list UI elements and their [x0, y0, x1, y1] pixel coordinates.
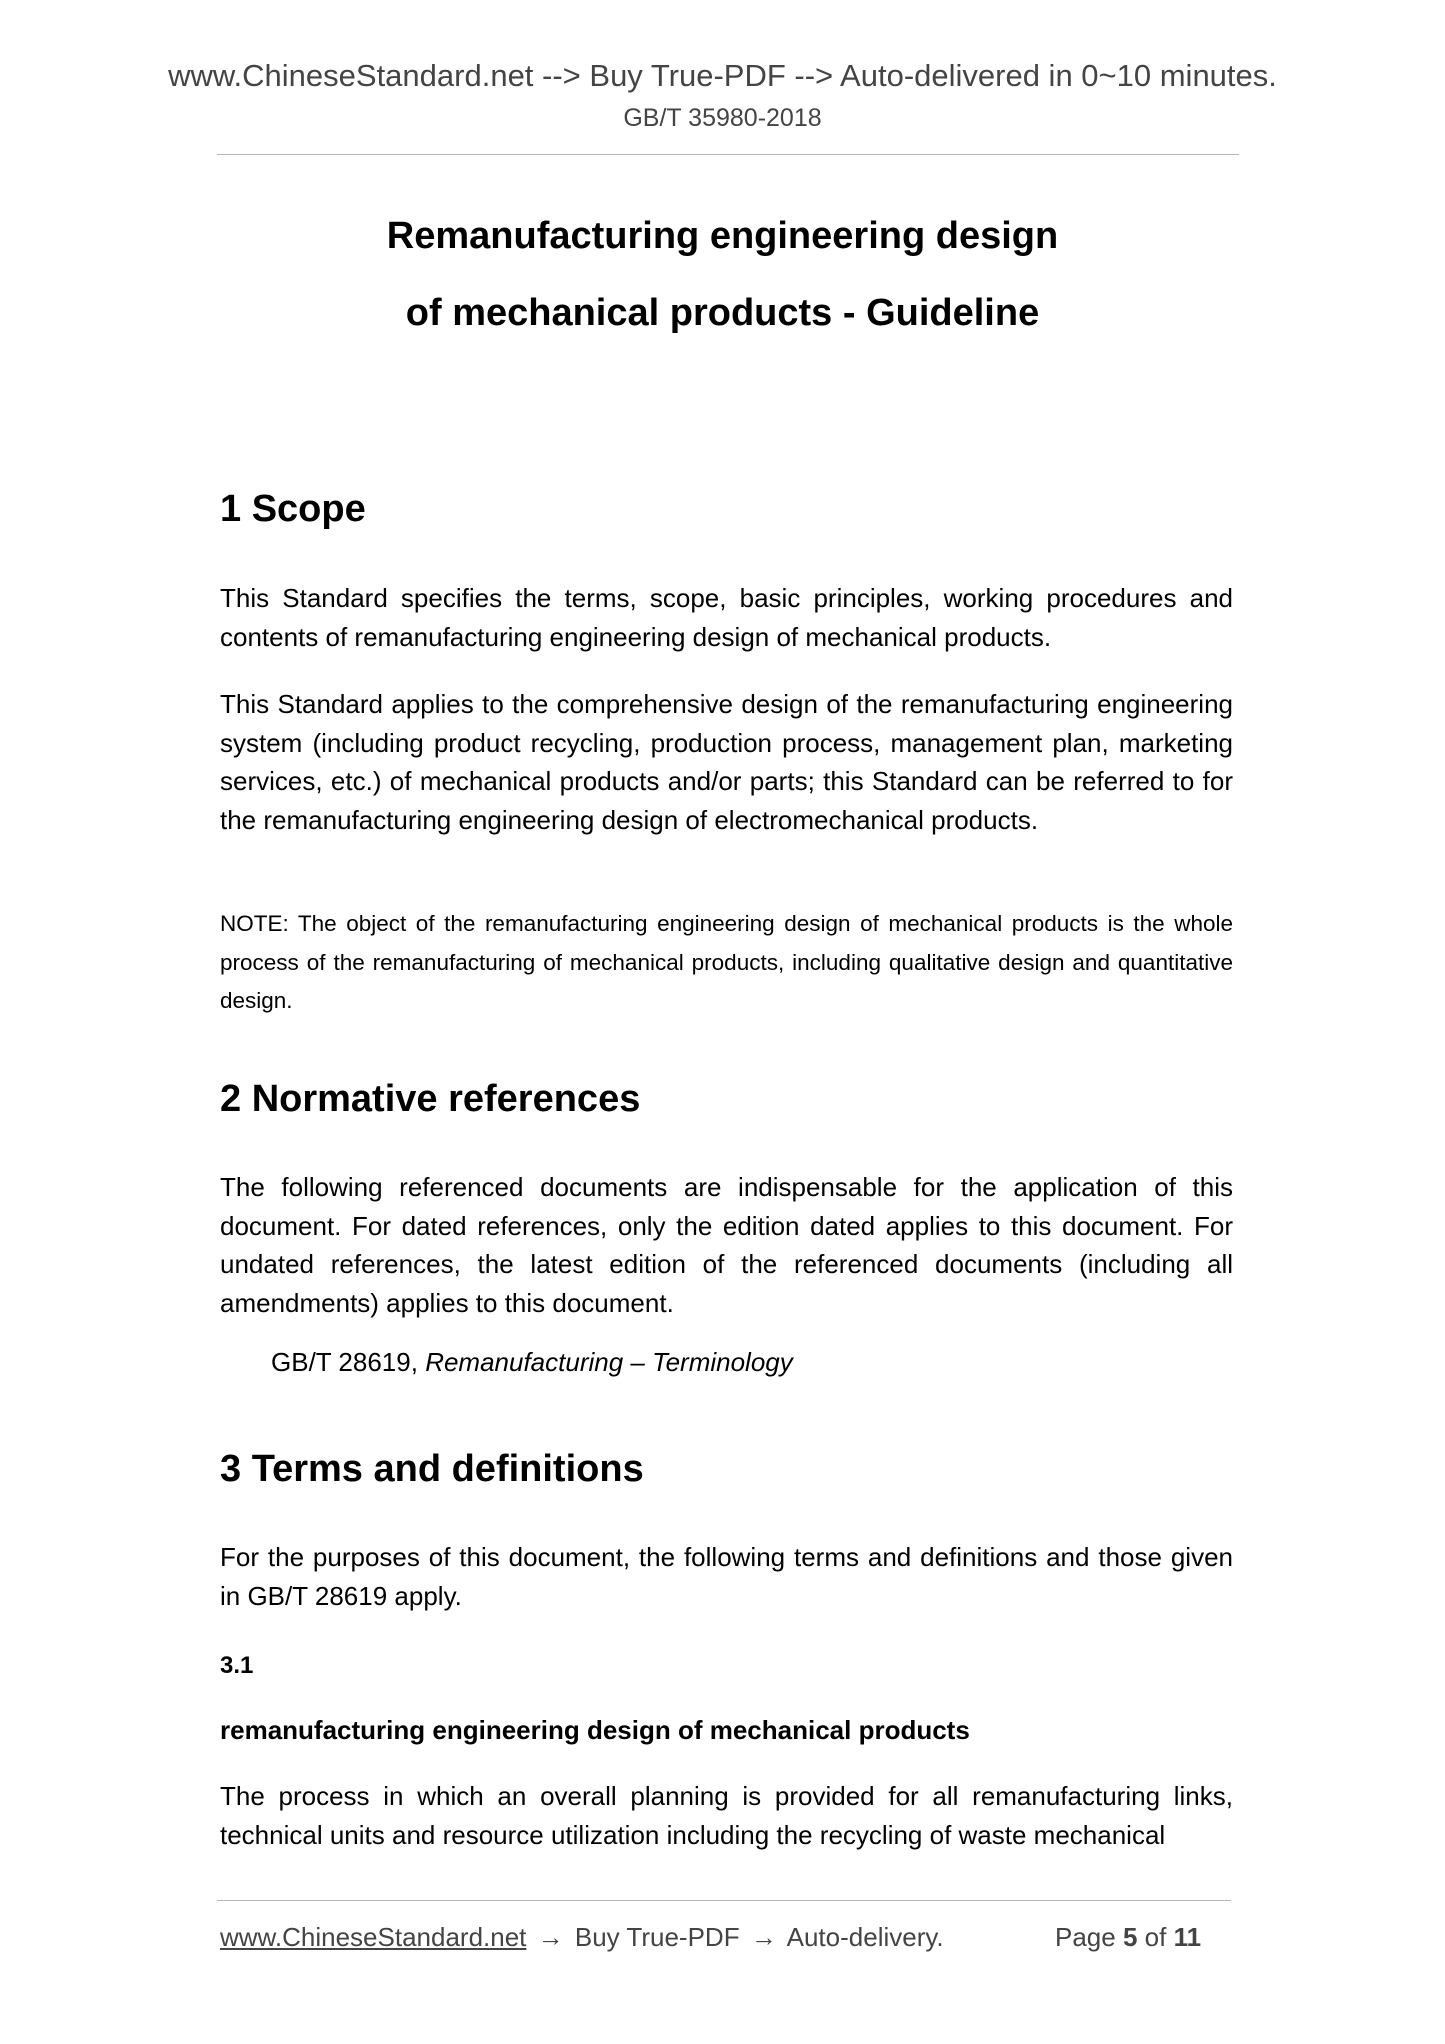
footer-delivery-text: Auto-delivery. [786, 1922, 944, 1952]
page-indicator [1055, 1922, 1201, 1953]
section-heading-normative-references: 2 Normative references [220, 1078, 641, 1120]
scope-paragraph-2: This Standard applies to the comprehensive design of the remanufacturing engineering system (including product recycling, production process, management plan, marketing services, etc.) of mechanical products and/or parts; this Standard can be referred to for the remanufacturing engineering design of electromechanical products. [220, 689, 1233, 835]
header-divider [217, 154, 1239, 155]
scope-note: NOTE: The object of the remanufacturing engineering design of mechanical products is the whole process of the remanufacturing of mechanical products, including qualitative design and quantitative design. [220, 911, 1233, 1013]
page-current: 5 [1122, 1922, 1138, 1952]
header-banner: www.ChineseStandard.net --> Buy True-PDF --> Auto-delivered in 0~10 minutes. [168, 58, 1277, 93]
footer-buy-text: Buy True-PDF [574, 1922, 740, 1952]
section-heading-terms-and-definitions: 3 Terms and definitions [220, 1448, 644, 1490]
standard-code: GB/T 35980-2018 [623, 104, 822, 132]
page-of-label: of [1144, 1922, 1167, 1952]
arrow-right-icon: → [537, 1922, 564, 1952]
footer-website-link[interactable]: www.ChineseStandard.net [220, 1922, 527, 1952]
term-title: remanufacturing engineering design of mechanical products [220, 1715, 970, 1745]
reference-title: Remanufacturing – Terminology [425, 1347, 793, 1377]
document-title-line-2: of mechanical products - Guideline [405, 292, 1040, 334]
clause-number: 3.1 [220, 1652, 254, 1679]
page-label: Page [1055, 1922, 1116, 1952]
document-title-line-1: Remanufacturing engineering design [386, 215, 1059, 257]
normative-references-paragraph: The following referenced documents are indispensable for the application of this document. For dated references, only the edition dated applies to this document. For undated references, the latest edition of the referenced documents (including all amendments) applies to this document. [220, 1172, 1233, 1318]
term-definition: The process in which an overall planning is provided for all remanufacturing links, technical units and resource utilization including the recycling of waste mechanical [220, 1781, 1233, 1850]
terms-paragraph: For the purposes of this document, the following terms and definitions and those given in GB/T 28619 apply. [220, 1542, 1233, 1611]
scope-paragraph-1: This Standard specifies the terms, scope, basic principles, working procedures and contents of remanufacturing engineering design of mechanical products. [220, 583, 1233, 652]
arrow-right-icon: → [750, 1922, 777, 1952]
section-heading-scope: 1 Scope [220, 488, 366, 530]
footer-links [220, 1922, 944, 1953]
reference-entry [271, 1347, 793, 1378]
page-total: 11 [1173, 1922, 1202, 1952]
footer-divider [217, 1900, 1231, 1901]
reference-code: GB/T 28619, [271, 1347, 418, 1377]
